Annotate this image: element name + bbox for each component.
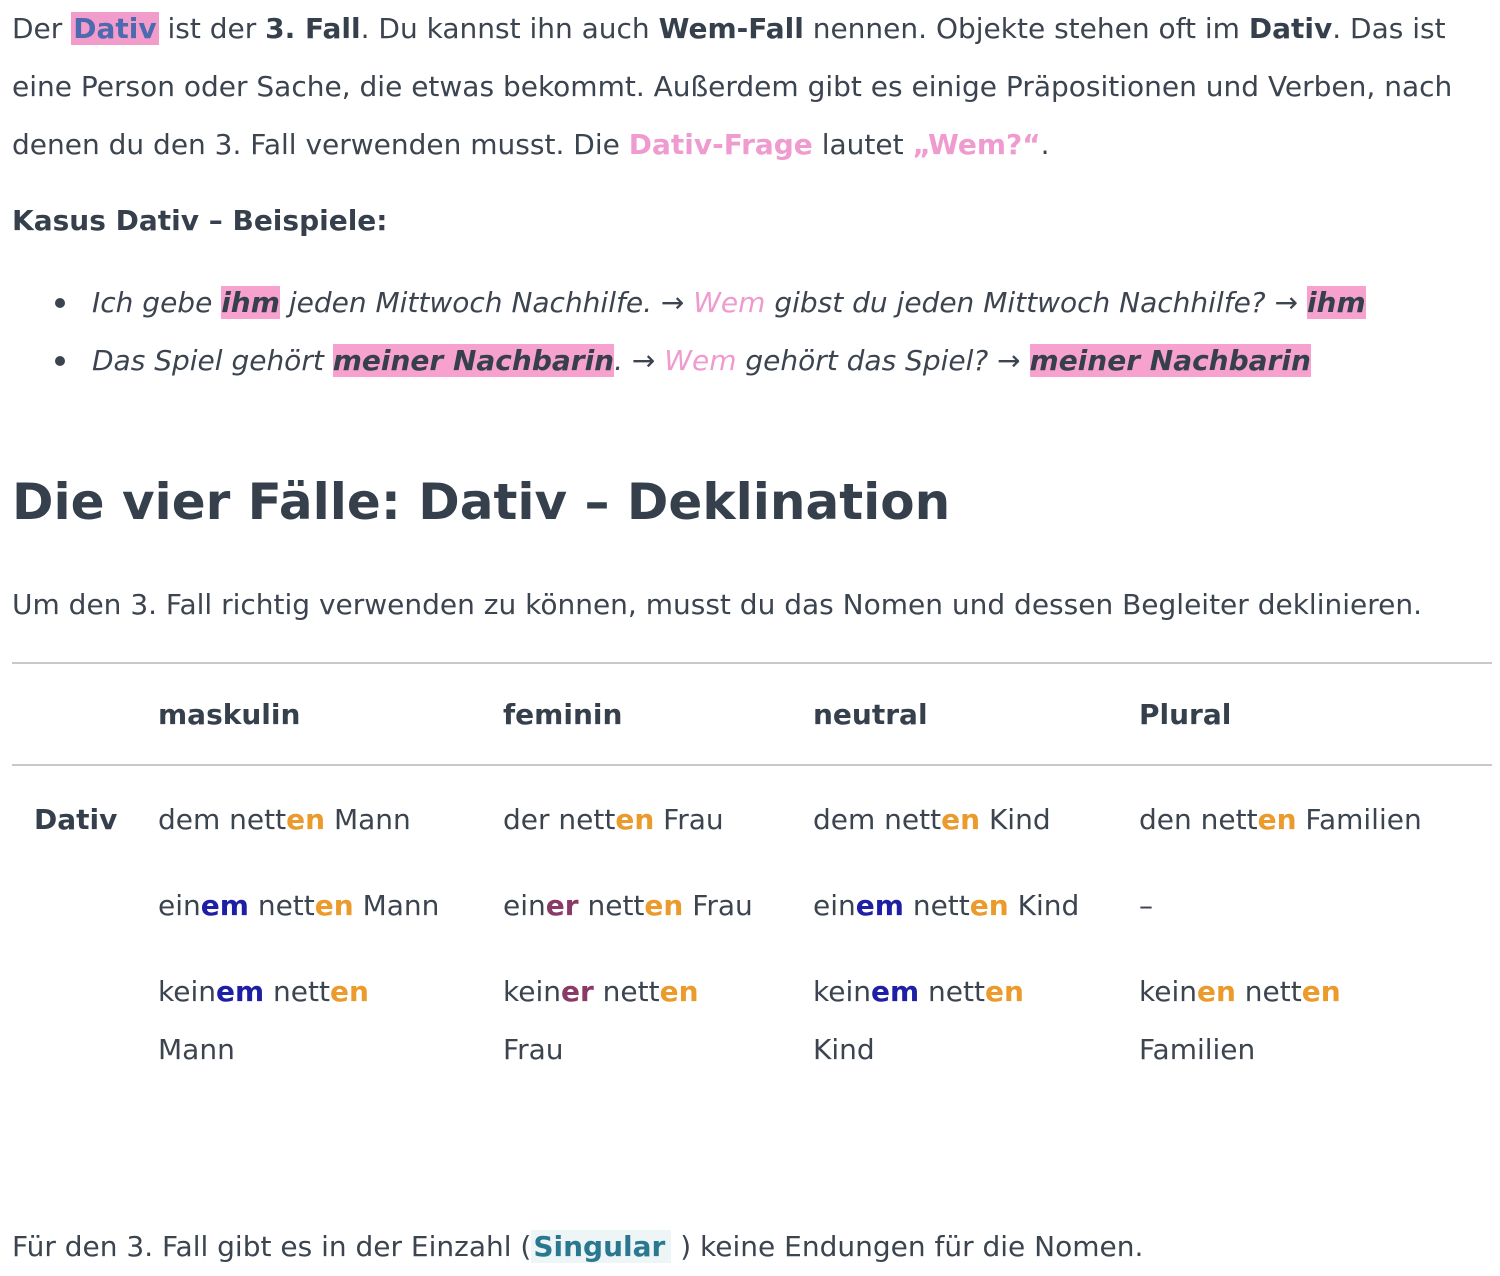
noun: Mann <box>158 1033 235 1066</box>
adjective-ending: en <box>1257 803 1297 836</box>
adjective-ending: en <box>969 889 1009 922</box>
text-run: kein <box>503 975 561 1008</box>
dash: – <box>1139 889 1153 922</box>
table-header-maskulin: maskulin <box>158 697 301 731</box>
list-item <box>12 332 1492 390</box>
text-run: nett <box>593 975 660 1008</box>
adjective-ending: en <box>314 889 354 922</box>
noun: Familien <box>1296 803 1422 836</box>
adjective-ending: en <box>941 803 981 836</box>
bold-term: Wem-Fall <box>658 12 804 45</box>
dativ-frage-term: Dativ-Frage <box>628 128 813 161</box>
intro-paragraph <box>12 0 1492 174</box>
section-heading: Die vier Fälle: Dativ – Deklination <box>12 473 951 531</box>
article-ending: em <box>215 975 265 1008</box>
text-run: ein <box>503 889 546 922</box>
noun: Mann <box>325 803 411 836</box>
text-run: . Du kannst ihn auch <box>360 12 659 45</box>
text-run: Das Spiel gehört <box>92 344 333 377</box>
row-label-dativ: Dativ <box>34 803 118 836</box>
table-row <box>12 849 1492 935</box>
singular-glossary-link[interactable]: Singular <box>531 1230 671 1263</box>
adjective-ending: en <box>286 803 326 836</box>
text-run: Ich gebe <box>92 286 222 319</box>
text-run: nett <box>919 975 985 1008</box>
text-run: gibst du jeden Mittwoch Nachhilfe? → <box>765 286 1307 319</box>
bold-term: 3. Fall <box>265 12 361 45</box>
text-run: kein <box>158 975 216 1008</box>
text-run: nett <box>903 889 970 922</box>
table-cell <box>813 935 1139 1079</box>
article-ending: em <box>870 975 920 1008</box>
adjective-ending: en <box>644 889 684 922</box>
text-run: nett <box>578 889 645 922</box>
text-run: nett <box>264 975 330 1008</box>
wem-question-word: Wem <box>664 344 737 377</box>
noun: Familien <box>1139 1033 1256 1066</box>
text-run: . → <box>614 344 665 377</box>
table-cell <box>503 849 813 935</box>
table-cell-empty <box>12 849 158 935</box>
examples-label: Kasus Dativ – Beispiele: <box>12 204 388 237</box>
text-run: nett <box>248 889 315 922</box>
table-cell <box>503 765 813 849</box>
table-cell <box>1139 935 1492 1079</box>
text-run: nett <box>1235 975 1302 1008</box>
text-run: ) keine Endungen für die Nomen. <box>671 1230 1144 1263</box>
table-cell <box>813 849 1139 935</box>
table-header-row <box>12 663 1492 765</box>
examples-list <box>12 274 1492 390</box>
bold-term: Dativ <box>1248 12 1333 45</box>
table-cell <box>813 765 1139 849</box>
adjective-ending: en <box>329 975 369 1008</box>
noun: Frau <box>654 803 724 836</box>
text-run: lautet <box>812 128 913 161</box>
adjective-ending: en <box>1301 975 1341 1008</box>
table-cell <box>158 849 503 935</box>
text-run: Der <box>12 12 72 45</box>
text-run: ist der <box>158 12 266 45</box>
wem-question-term: „Wem?“ <box>912 128 1041 161</box>
article-ending: er <box>545 889 579 922</box>
noun: Kind <box>980 803 1051 836</box>
highlighted-object: ihm <box>221 286 280 319</box>
text-run: ein <box>158 889 201 922</box>
table-cell-empty <box>12 935 158 1079</box>
noun: Kind <box>813 1033 875 1066</box>
text-run: der nett <box>503 803 616 836</box>
table-header-plural: Plural <box>1139 697 1232 731</box>
text-run: kein <box>1139 975 1197 1008</box>
table-cell <box>158 765 503 849</box>
table-cell <box>1139 765 1492 849</box>
highlighted-answer: ihm <box>1306 286 1366 319</box>
table-cell <box>503 935 813 1079</box>
table-row <box>12 935 1492 1079</box>
text-run: dem nett <box>158 803 287 836</box>
text-run: den nett <box>1139 803 1258 836</box>
noun: Kind <box>1008 889 1080 922</box>
section-paragraph: Um den 3. Fall richtig verwenden zu können, musst du das Nomen und dessen Begleiter deklinieren. <box>12 588 1422 621</box>
wem-question-word: Wem <box>693 286 766 319</box>
closing-paragraph <box>12 1218 1143 1276</box>
article-ending: em <box>855 889 904 922</box>
table-header-empty <box>12 663 158 765</box>
article-ending: em <box>200 889 249 922</box>
text-run: ein <box>813 889 856 922</box>
declension-table <box>12 662 1492 1079</box>
text-run: dem nett <box>813 803 942 836</box>
text-run: nennen. Objekte stehen oft im <box>803 12 1249 45</box>
list-item <box>12 274 1492 332</box>
table-cell <box>1139 849 1492 935</box>
adjective-ending: en <box>659 975 699 1008</box>
table-header-neutral: neutral <box>813 697 928 731</box>
table-header-feminin: feminin <box>503 697 623 731</box>
noun: Frau <box>503 1033 564 1066</box>
text-run: gehört das Spiel? → <box>736 344 1030 377</box>
text-run: . Das ist eine Person oder Sache, die etwas bekommt. Außerdem gibt es einige Präpositionen und Verben, nach denen du den 3. Fall verwenden musst. Die <box>12 12 1453 161</box>
adjective-ending: en <box>984 975 1024 1008</box>
dativ-glossary-link[interactable]: Dativ <box>73 12 157 45</box>
text-run: kein <box>813 975 871 1008</box>
article-ending: er <box>560 975 594 1008</box>
table-cell <box>158 935 503 1079</box>
article-content <box>12 0 1492 1079</box>
article-ending: en <box>1196 975 1236 1008</box>
noun: Mann <box>353 889 440 922</box>
table-row <box>12 765 1492 849</box>
highlighted-answer: meiner Nachbarin <box>1029 344 1311 377</box>
text-run: jeden Mittwoch Nachhilfe. → <box>279 286 694 319</box>
text-run: Für den 3. Fall gibt es in der Einzahl ( <box>12 1230 532 1263</box>
adjective-ending: en <box>615 803 655 836</box>
text-run: . <box>1040 128 1050 161</box>
noun: Frau <box>683 889 753 922</box>
highlighted-object: meiner Nachbarin <box>332 344 615 377</box>
